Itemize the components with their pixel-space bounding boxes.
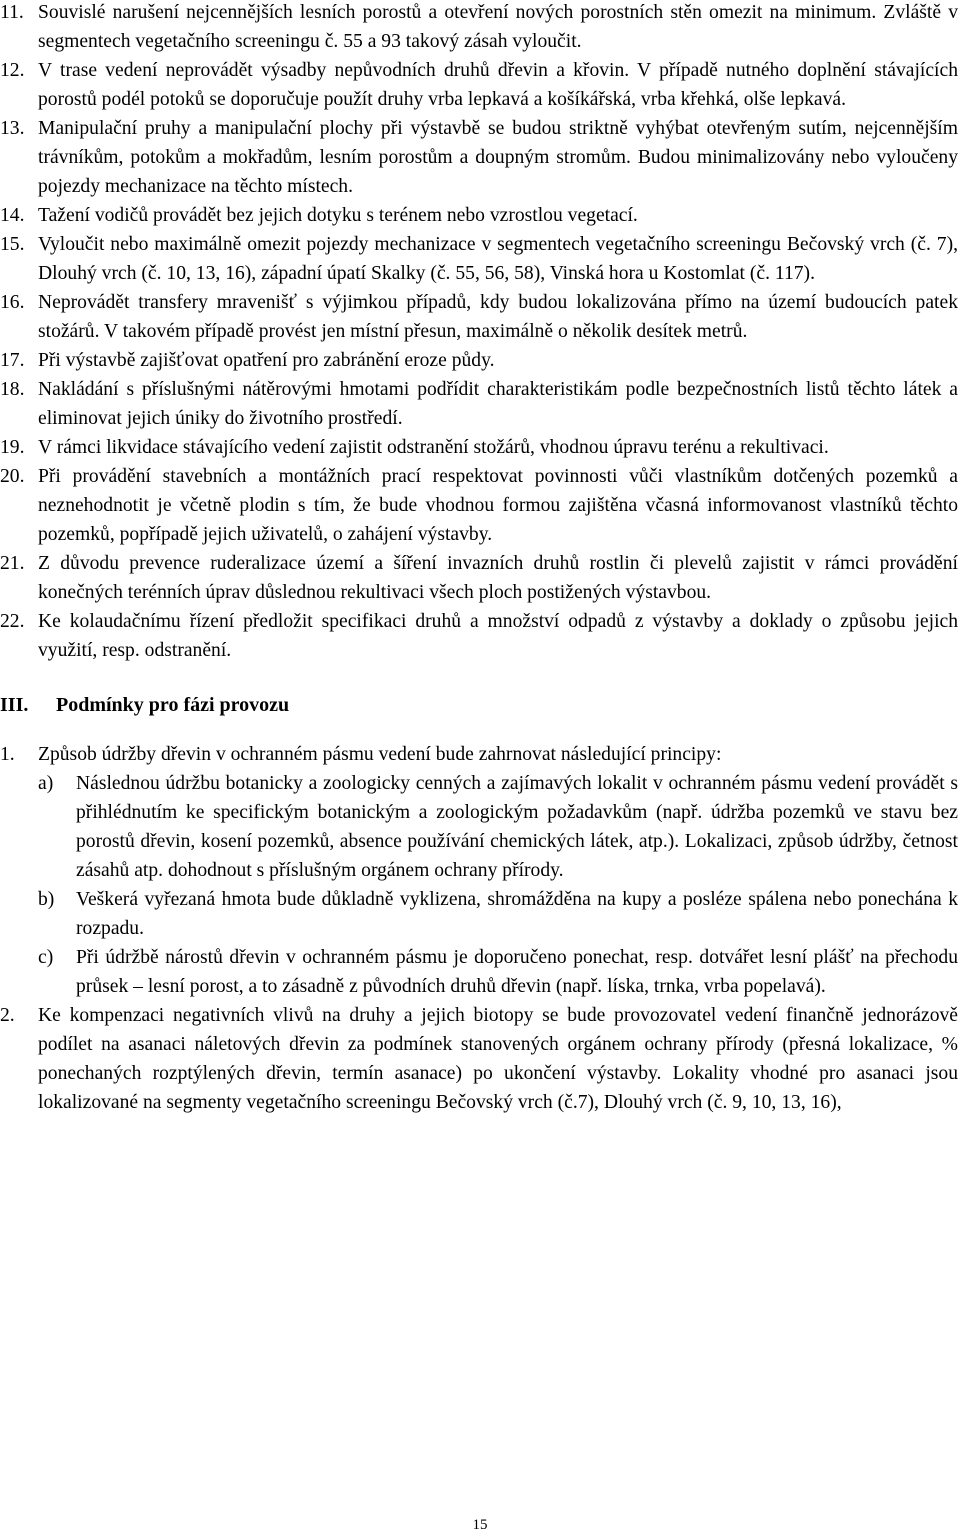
item-number: 13. [0, 118, 25, 139]
item-text: Tažení vodičů provádět bez jejich dotyku s terénem nebo vzrostlou vegetací. [38, 205, 638, 226]
item-number: 11. [0, 2, 24, 23]
item-number: 18. [0, 379, 25, 400]
list-item [0, 740, 958, 769]
sub-list-item [0, 943, 958, 1001]
list-item [0, 201, 958, 230]
sub-item-letter: b) [38, 889, 55, 910]
list-item [0, 607, 958, 665]
item-text: Při výstavbě zajišťovat opatření pro zabránění eroze půdy. [38, 350, 495, 371]
conditions-list-construction [0, 0, 958, 665]
list-item [0, 114, 958, 201]
list-item [0, 433, 958, 462]
item-text: Způsob údržby dřevin v ochranném pásmu vedení bude zahrnovat následující principy: [38, 744, 722, 765]
list-item [0, 1001, 958, 1117]
item-number: 1. [0, 744, 15, 765]
item-number: 16. [0, 292, 25, 313]
item-number: 21. [0, 553, 25, 574]
list-item [0, 288, 958, 346]
sub-list-item [0, 769, 958, 885]
section-number: III. [0, 694, 29, 716]
item-number: 15. [0, 234, 25, 255]
item-number: 14. [0, 205, 25, 226]
item-text: Vyloučit nebo maximálně omezit pojezdy mechanizace v segmentech vegetačního screeningu Bečovský vrch (č. 7), Dlouhý vrch (č. 10, 13, 16), západní úpatí Skalky (č. 55, 56, 58), Vinská hora u Kostomlat (č. 117). [38, 234, 958, 284]
section-title: Podmínky pro fázi provozu [56, 694, 290, 716]
item-text: V trase vedení neprovádět výsadby nepůvodních druhů dřevin a křovin. V případě nutného doplnění stávajících porostů podél potoků se doporučuje použít druhy vrba lepkavá a košíkářská, vrba křehká, olše lepkavá. [38, 60, 958, 110]
list-item [0, 549, 958, 607]
item-number: 17. [0, 350, 25, 371]
item-text: Souvislé narušení nejcennějších lesních porostů a otevření nových porostních stěn omezit na minimum. Zvláště v segmentech vegetačního screeningu č. 55 a 93 takový zásah vyloučit. [38, 2, 958, 52]
item-number: 22. [0, 611, 25, 632]
item-text: Neprovádět transfery mravenišť s výjimkou případů, kdy budou lokalizována přímo na území budoucích patek stožárů. V takovém případě provést jen místní přesun, maximálně o několik desítek metrů. [38, 292, 958, 342]
conditions-list-operation [0, 740, 958, 1117]
sub-item-letter: a) [38, 773, 54, 794]
sub-item-text: Veškerá vyřezaná hmota bude důkladně vyklizena, shromážděna na kupy a posléze spálena nebo ponechána k rozpadu. [76, 889, 958, 939]
sub-item-letter: c) [38, 947, 54, 968]
page-number: 15 [472, 1517, 488, 1533]
list-item [0, 0, 958, 56]
sub-item-text: Při údržbě nárostů dřevin v ochranném pásmu je doporučeno ponechat, resp. dotvářet lesní plášť na přechodu průsek – lesní porost, a to zásadně z původních druhů dřevin (např. líska, trnka, vrba popelavá). [76, 947, 958, 997]
list-item [0, 56, 958, 114]
item-text: Manipulační pruhy a manipulační plochy při výstavbě se budou striktně vyhýbat otevřeným sutím, nejcennějším trávníkům, potokům a mokřadům, lesním porostům a doupným stromům. Budou minimalizovány nebo vyloučeny pojezdy mechanizace na těchto místech. [38, 118, 958, 197]
item-text: Ke kompenzaci negativních vlivů na druhy a jejich biotopy se bude provozovatel vedení finančně jednorázově podílet na asanaci náletových dřevin za podmínek stanovených orgánem ochrany přírody (přesná lokalizace, % ponechaných rozptýlených dřevin, termín asanace) po ukončení výstavby. Lokality vhodné pro asanaci jsou lokalizované na segmenty vegetačního screeningu Bečovský vrch (č.7), Dlouhý vrch (č. 9, 10, 13, 16), [38, 1005, 958, 1113]
item-text: Nakládání s příslušnými nátěrovými hmotami podřídit charakteristikám podle bezpečnostních listů těchto látek a eliminovat jejich úniky do životního prostředí. [38, 379, 958, 429]
list-item [0, 230, 958, 288]
item-number: 12. [0, 60, 25, 81]
sub-item-text: Následnou údržbu botanicky a zoologicky cenných a zajímavých lokalit v ochranném pásmu vedení provádět s přihlédnutím ke specifickým botanickým a zoologickým požadavkům (např. údržba pozemků ve stavu bez porostů dřevin, kosení pozemků, absence používání chemických látek, atp.). Lokalizaci, způsob údržby, četnost zásahů atp. dohodnout s příslušným orgánem ochrany přírody. [76, 773, 958, 881]
item-number: 2. [0, 1005, 15, 1026]
item-text: Ke kolaudačnímu řízení předložit specifikaci druhů a množství odpadů z výstavby a doklady o způsobu jejich využití, resp. odstranění. [38, 611, 958, 661]
list-item [0, 462, 958, 549]
section-heading [0, 691, 958, 720]
item-number: 19. [0, 437, 25, 458]
list-item [0, 375, 958, 433]
item-number: 20. [0, 466, 25, 487]
sub-list-item [0, 885, 958, 943]
list-item [0, 346, 958, 375]
item-text: V rámci likvidace stávajícího vedení zajistit odstranění stožárů, vhodnou úpravu terénu a rekultivaci. [38, 437, 829, 458]
item-text: Při provádění stavebních a montážních prací respektovat povinnosti vůči vlastníkům dotčených pozemků a neznehodnotit je včetně plodin s tím, že bude vhodnou formou zajištěna včasná informovanost vlastníků těchto pozemků, popřípadě jejich uživatelů, o zahájení výstavby. [38, 466, 958, 545]
item-text: Z důvodu prevence ruderalizace území a šíření invazních druhů rostlin či plevelů zajistit v rámci provádění konečných terénních úprav důslednou rekultivaci všech ploch postižených výstavbou. [38, 553, 958, 603]
